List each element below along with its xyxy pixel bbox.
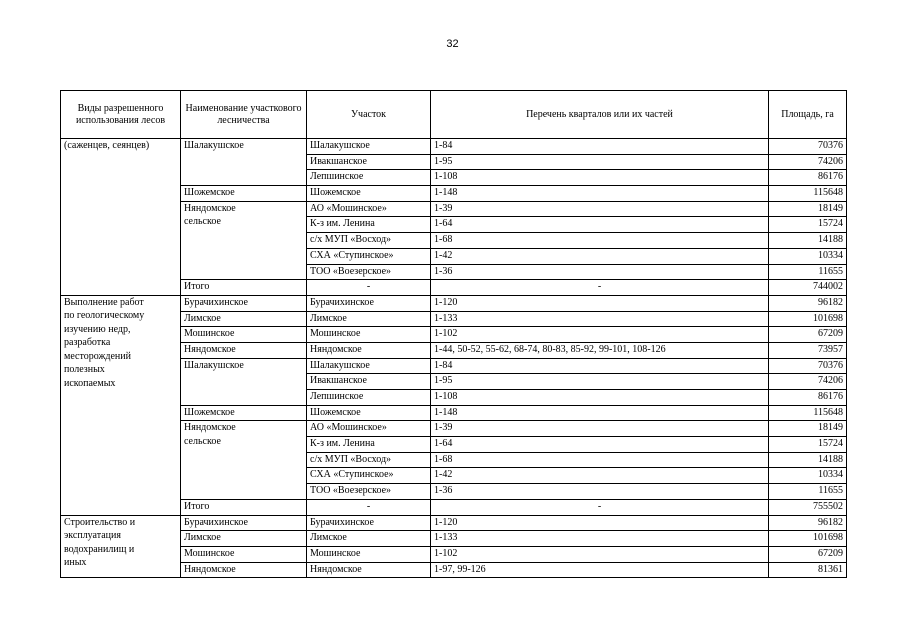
use-type-line: эксплуатация xyxy=(64,530,121,541)
forestry-cell xyxy=(181,201,307,279)
area-cell: 74206 xyxy=(769,374,847,390)
area-cell: 86176 xyxy=(769,390,847,406)
forestry-name: Лимское xyxy=(184,312,221,324)
plot-cell: Лепшинское xyxy=(307,170,431,186)
use-type-line: полезных xyxy=(64,364,105,376)
forestry-name-continued: сельское xyxy=(184,435,221,447)
plot-cell: Шожемское xyxy=(307,186,431,202)
quarters-cell: 1-148 xyxy=(431,405,769,421)
area-cell: 15724 xyxy=(769,217,847,233)
area-cell: 67209 xyxy=(769,546,847,562)
use-type-cell xyxy=(61,515,181,578)
forestry-name: Няндомское xyxy=(184,422,236,434)
quarters-cell: - xyxy=(431,280,769,296)
plot-cell: Мошинское xyxy=(307,327,431,343)
quarters-cell: - xyxy=(431,499,769,515)
forestry-cell xyxy=(181,358,307,405)
forestry-name: Няндомское xyxy=(184,343,236,355)
quarters-cell: 1-84 xyxy=(431,139,769,155)
plot-cell: ТОО «Воезерское» xyxy=(307,484,431,500)
area-cell: 11655 xyxy=(769,264,847,280)
area-cell: 86176 xyxy=(769,170,847,186)
plot-cell: Лимское xyxy=(307,531,431,547)
forestry-cell xyxy=(181,327,307,343)
area-cell: 101698 xyxy=(769,531,847,547)
plot-cell: Ивакшанское xyxy=(307,154,431,170)
quarters-cell: 1-95 xyxy=(431,374,769,390)
forestry-cell xyxy=(181,186,307,202)
quarters-cell: 1-44, 50-52, 55-62, 68-74, 80-83, 85-92, 99-101, 108-126 xyxy=(431,342,769,358)
plot-cell: Шалакушское xyxy=(307,358,431,374)
forestry-name: Шожемское xyxy=(184,406,235,418)
plot-cell: Няндомское xyxy=(307,562,431,578)
area-cell: 744002 xyxy=(769,280,847,296)
area-cell: 67209 xyxy=(769,327,847,343)
use-type-line: по геологическому xyxy=(64,310,145,322)
plot-cell: с/х МУП «Восход» xyxy=(307,452,431,468)
area-cell: 73957 xyxy=(769,342,847,358)
forestry-name: Мошинское xyxy=(184,547,235,559)
forestry-name: Бурачихинское xyxy=(184,296,248,308)
quarters-cell: 1-108 xyxy=(431,390,769,406)
header-quarters: Перечень кварталов или их частей xyxy=(431,91,769,139)
plot-cell: К-з им. Ленина xyxy=(307,217,431,233)
use-type-line: Строительство и xyxy=(64,516,136,528)
quarters-cell: 1-133 xyxy=(431,311,769,327)
forestry-cell xyxy=(181,562,307,578)
plot-cell: Бурачихинское xyxy=(307,515,431,531)
area-cell: 81361 xyxy=(769,562,847,578)
area-cell: 755502 xyxy=(769,499,847,515)
forestry-cell xyxy=(181,295,307,311)
header-forestry: Наименование участкового лесничества xyxy=(181,91,307,139)
quarters-cell: 1-97, 99-126 xyxy=(431,562,769,578)
plot-cell: с/х МУП «Восход» xyxy=(307,233,431,249)
plot-cell: - xyxy=(307,280,431,296)
plot-cell: Ивакшанское xyxy=(307,374,431,390)
use-type-line: Выполнение работ xyxy=(64,296,144,308)
quarters-cell: 1-84 xyxy=(431,358,769,374)
plot-cell: Шожемское xyxy=(307,405,431,421)
plot-cell: Бурачихинское xyxy=(307,295,431,311)
quarters-cell: 1-39 xyxy=(431,421,769,437)
forest-use-table xyxy=(60,90,847,578)
area-cell: 74206 xyxy=(769,154,847,170)
forestry-cell xyxy=(181,531,307,547)
table-row xyxy=(61,139,847,155)
forestry-cell xyxy=(181,421,307,499)
forestry-name: Итого xyxy=(184,281,210,293)
plot-cell: АО «Мошинское» xyxy=(307,201,431,217)
forestry-cell xyxy=(181,405,307,421)
quarters-cell: 1-64 xyxy=(431,437,769,453)
quarters-cell: 1-36 xyxy=(431,484,769,500)
forestry-name: Шалакушское xyxy=(184,359,244,371)
use-type-line: (саженцев, сеянцев) xyxy=(64,140,150,151)
quarters-cell: 1-133 xyxy=(431,531,769,547)
quarters-cell: 1-148 xyxy=(431,186,769,202)
use-type-line: разработка xyxy=(64,337,111,349)
forestry-name: Бурачихинское xyxy=(184,516,248,528)
use-type-cell xyxy=(61,295,181,515)
table-header-row xyxy=(61,91,847,139)
page-number: 32 xyxy=(446,38,459,50)
use-type-line: месторождений xyxy=(64,350,131,362)
plot-cell: Лепшинское xyxy=(307,390,431,406)
plot-cell: СХА «Ступинское» xyxy=(307,468,431,484)
forestry-name: Мошинское xyxy=(184,328,235,340)
plot-cell: Шалакушское xyxy=(307,139,431,155)
quarters-cell: 1-102 xyxy=(431,546,769,562)
plot-cell: АО «Мошинское» xyxy=(307,421,431,437)
plot-cell: Няндомское xyxy=(307,342,431,358)
forestry-name: Лимское xyxy=(184,532,221,544)
plot-cell: СХА «Ступинское» xyxy=(307,248,431,264)
forestry-cell xyxy=(181,139,307,186)
forestry-cell xyxy=(181,515,307,531)
area-cell: 70376 xyxy=(769,139,847,155)
quarters-cell: 1-68 xyxy=(431,452,769,468)
quarters-cell: 1-108 xyxy=(431,170,769,186)
quarters-cell: 1-68 xyxy=(431,233,769,249)
plot-cell: - xyxy=(307,499,431,515)
forestry-name-continued: сельское xyxy=(184,216,221,228)
area-cell: 96182 xyxy=(769,295,847,311)
quarters-cell: 1-64 xyxy=(431,217,769,233)
quarters-cell: 1-39 xyxy=(431,201,769,217)
forestry-cell xyxy=(181,342,307,358)
area-cell: 15724 xyxy=(769,437,847,453)
use-type-cell xyxy=(61,139,181,296)
plot-cell: Мошинское xyxy=(307,546,431,562)
table-body xyxy=(61,139,847,578)
quarters-cell: 1-42 xyxy=(431,468,769,484)
quarters-cell: 1-95 xyxy=(431,154,769,170)
forestry-cell xyxy=(181,280,307,296)
table-row xyxy=(61,295,847,311)
forestry-name: Няндомское xyxy=(184,202,236,214)
area-cell: 115648 xyxy=(769,186,847,202)
quarters-cell: 1-120 xyxy=(431,515,769,531)
area-cell: 10334 xyxy=(769,468,847,484)
area-cell: 10334 xyxy=(769,248,847,264)
plot-cell: Лимское xyxy=(307,311,431,327)
header-area: Площадь, га xyxy=(769,91,847,139)
area-cell: 115648 xyxy=(769,405,847,421)
header-plot: Участок xyxy=(307,91,431,139)
forestry-name: Итого xyxy=(184,500,210,512)
forestry-name: Шалакушское xyxy=(184,140,244,151)
forestry-name: Няндомское xyxy=(184,563,236,575)
area-cell: 96182 xyxy=(769,515,847,531)
table-row xyxy=(61,515,847,531)
forestry-cell xyxy=(181,311,307,327)
area-cell: 18149 xyxy=(769,201,847,217)
area-cell: 11655 xyxy=(769,484,847,500)
plot-cell: ТОО «Воезерское» xyxy=(307,264,431,280)
quarters-cell: 1-120 xyxy=(431,295,769,311)
header-use-type: Виды разрешенного использования лесов xyxy=(61,91,181,139)
quarters-cell: 1-36 xyxy=(431,264,769,280)
forestry-cell xyxy=(181,499,307,515)
use-type-line: ископаемых xyxy=(64,377,116,389)
quarters-cell: 1-102 xyxy=(431,327,769,343)
area-cell: 14188 xyxy=(769,452,847,468)
plot-cell: К-з им. Ленина xyxy=(307,437,431,453)
forestry-cell xyxy=(181,546,307,562)
use-type-line: иных xyxy=(64,557,87,568)
area-cell: 101698 xyxy=(769,311,847,327)
area-cell: 70376 xyxy=(769,358,847,374)
area-cell: 18149 xyxy=(769,421,847,437)
area-cell: 14188 xyxy=(769,233,847,249)
forestry-name: Шожемское xyxy=(184,187,235,199)
quarters-cell: 1-42 xyxy=(431,248,769,264)
use-type-line: изучению недр, xyxy=(64,323,131,335)
use-type-line: водохранилищ и xyxy=(64,543,135,555)
